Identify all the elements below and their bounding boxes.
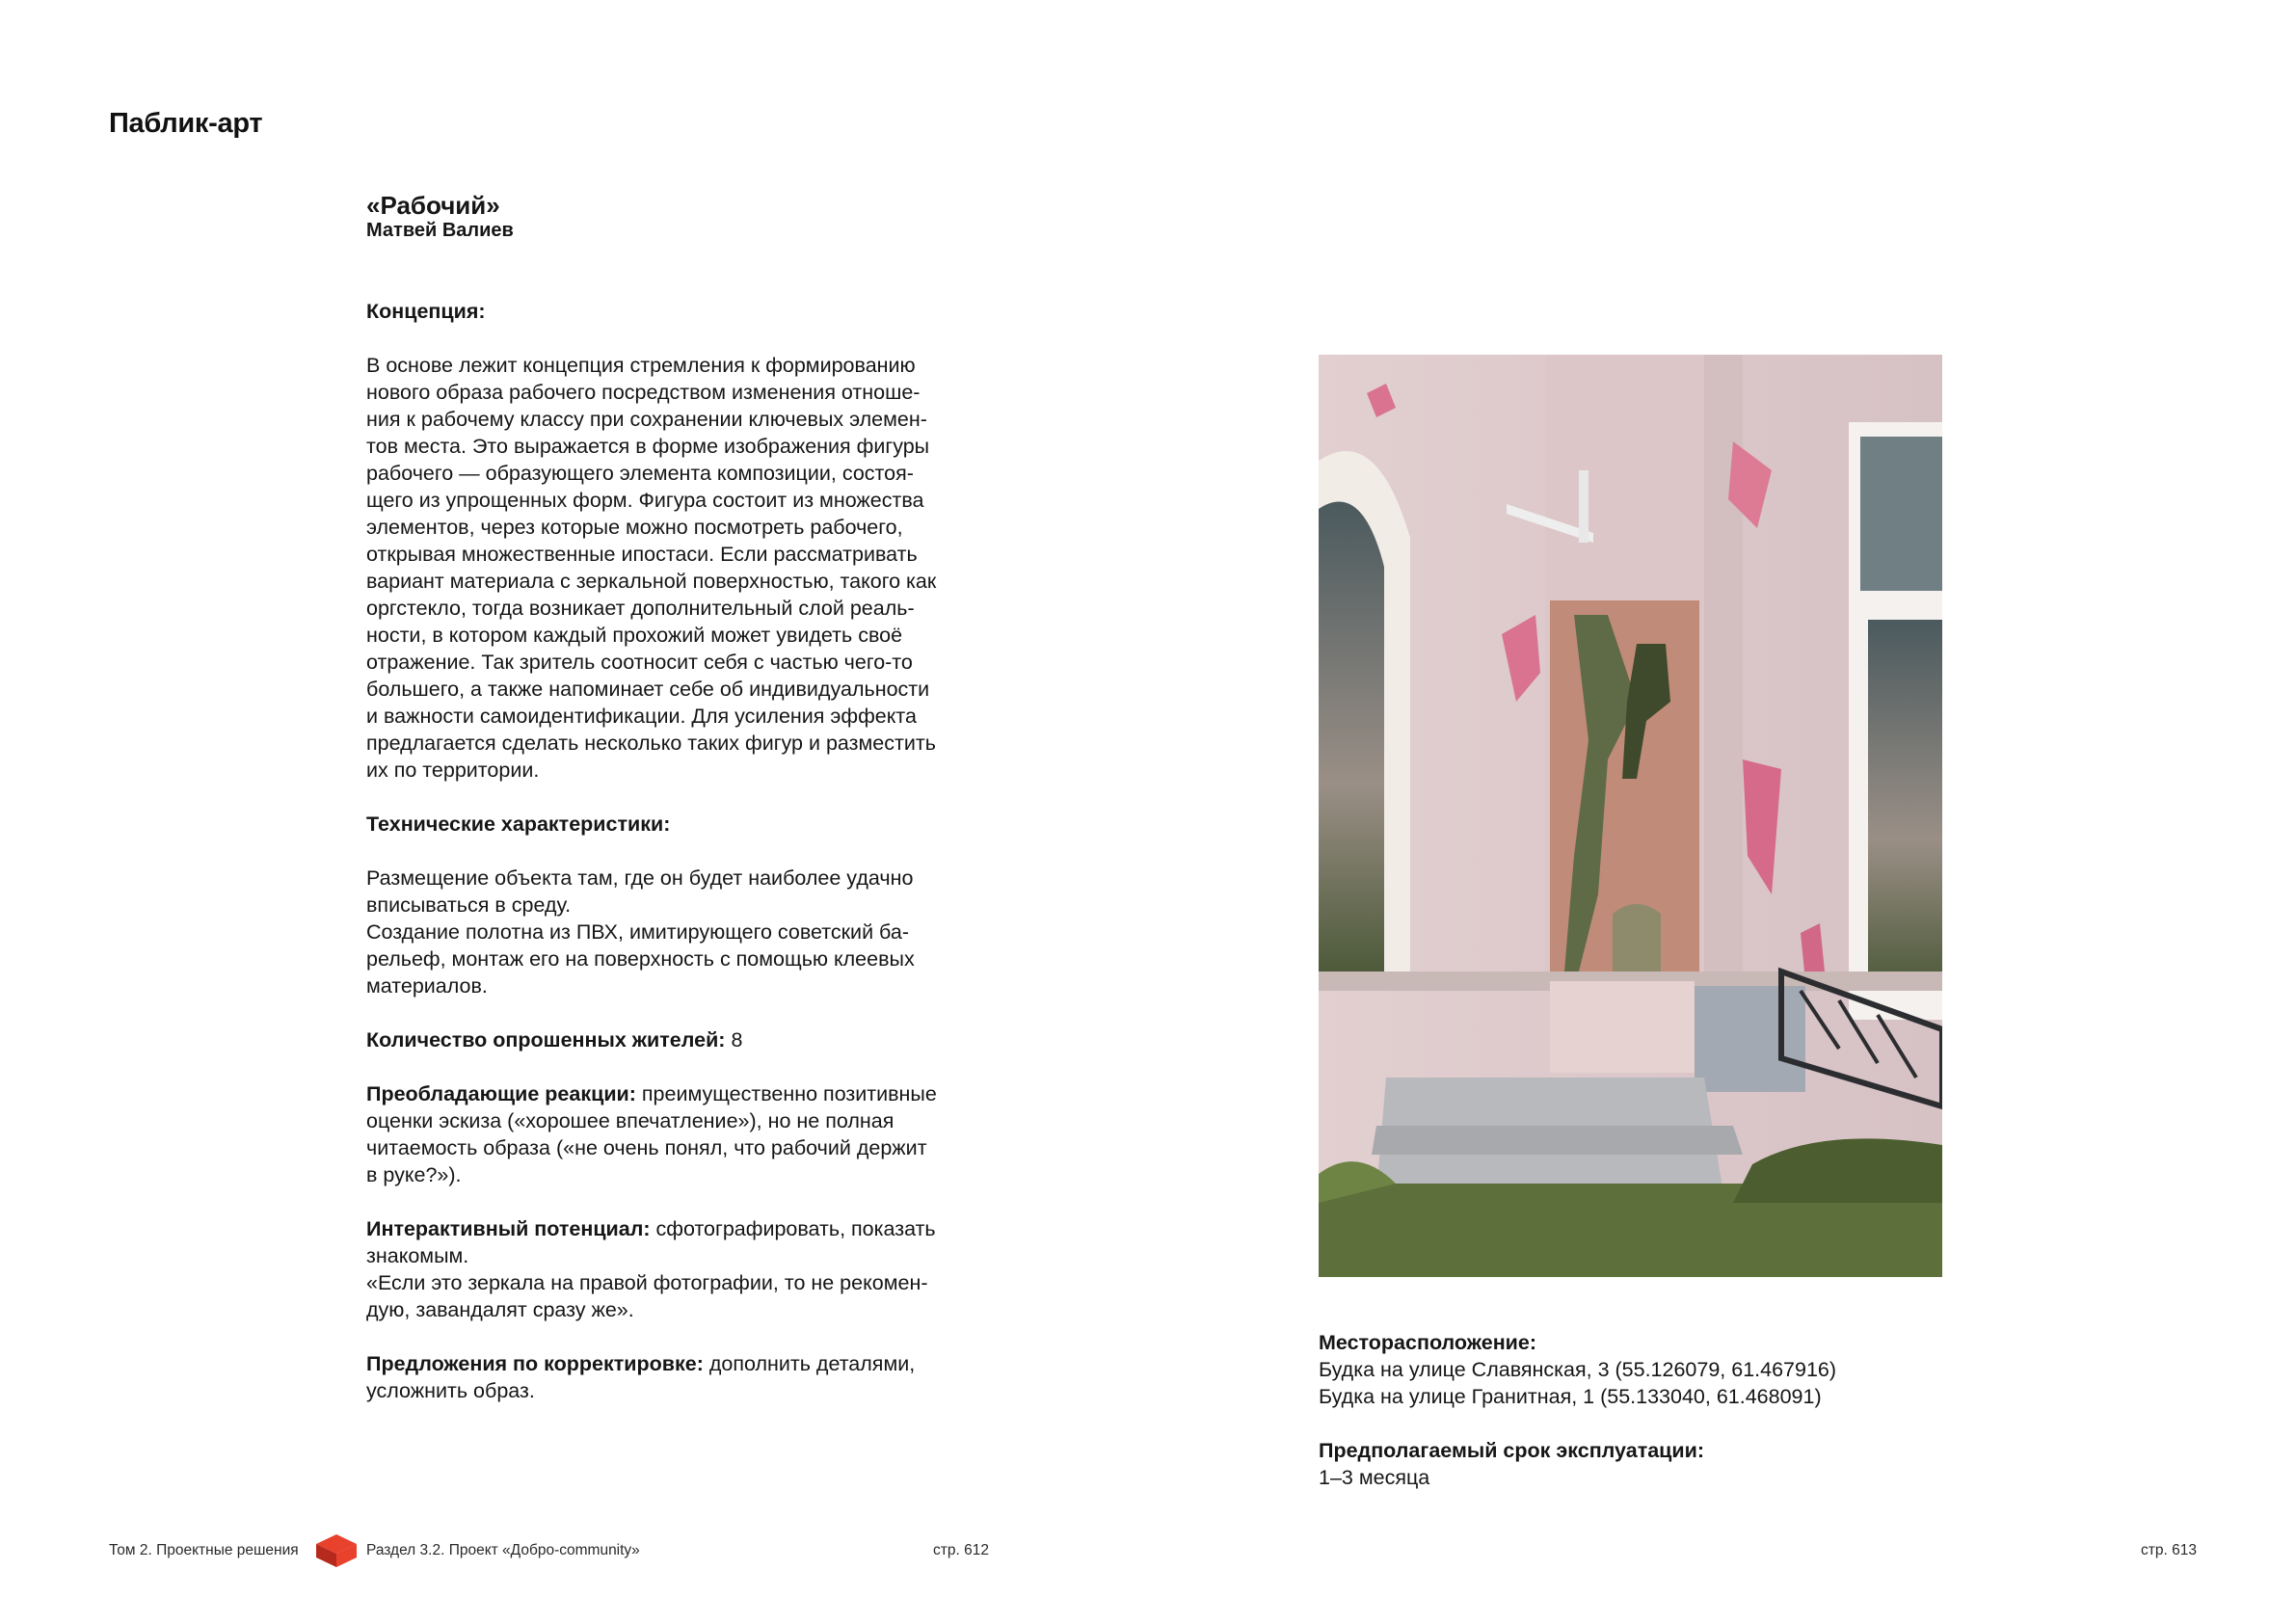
page-number-left: стр. 612	[933, 1542, 989, 1558]
survey-interactive	[366, 1215, 993, 1323]
concept-text-line: рабочего — образующего элемента композиции, состоя-	[366, 462, 914, 485]
interactive-text-4: дую, завандалят сразу же».	[366, 1298, 634, 1321]
survey-count-label: Количество опрошенных жителей:	[366, 1028, 726, 1052]
interactive-text-2: знакомым.	[366, 1244, 469, 1267]
reactions-text-3: читаемость образа («не очень понял, что рабочий держит	[366, 1136, 927, 1159]
suggest-text-1: дополнить деталями,	[703, 1352, 916, 1375]
reactions-text-1: преимущественно позитивные	[635, 1082, 937, 1105]
section-title: Паблик-арт	[109, 108, 263, 139]
concept-text-line: их по территории.	[366, 759, 540, 782]
tech-text	[366, 865, 993, 999]
location-line-1: Будка на улице Славянская, 3 (55.126079, 61.467916)	[1319, 1358, 1837, 1381]
reactions-text-4: в руке?»).	[366, 1163, 462, 1186]
survey-count	[366, 1026, 993, 1053]
concept-text-line: вариант материала с зеркальной поверхностью, такого как	[366, 570, 937, 593]
concept-text-line: В основе лежит концепция стремления к формированию	[366, 354, 916, 377]
term-heading: Предполагаемый срок эксплуатации:	[1319, 1439, 1704, 1462]
concept-text-line: большего, а также напоминает себе об индивидуальности	[366, 678, 930, 701]
reactions-text-2: оценки эскиза («хорошее впечатление»), но не полная	[366, 1109, 894, 1132]
tech-text-line: Размещение объекта там, где он будет наиболее удачно	[366, 866, 914, 890]
concept-text-line: ния к рабочему классу при сохранении ключевых элемен-	[366, 408, 927, 431]
concept-text-line: элементов, через которые можно посмотреть рабочего,	[366, 516, 903, 539]
publisher-logo-icon	[314, 1532, 359, 1569]
concept-text-line: щего из упрощенных форм. Фигура состоит из множества	[366, 489, 924, 512]
term-value: 1–3 месяца	[1319, 1466, 1430, 1489]
concept-text-line: отражение. Так зритель соотносит себя с частью чего-то	[366, 651, 913, 674]
concept-text-line: и важности самоидентификации. Для усиления эффекта	[366, 705, 917, 728]
concept-heading: Концепция:	[366, 300, 486, 323]
concept-text-line: нового образа рабочего посредством изменения отноше-	[366, 381, 921, 404]
tech-text-line: рельеф, монтаж его на поверхность с помощью клеевых	[366, 947, 915, 971]
footer-volume: Том 2. Проектные решения	[109, 1542, 299, 1558]
suggest-label: Предложения по корректировке:	[366, 1352, 704, 1375]
footer-section: Раздел 3.2. Проект «Добро-community»	[366, 1542, 640, 1558]
work-title: «Рабочий»	[366, 191, 500, 220]
survey-suggestions	[366, 1350, 993, 1404]
interactive-text-3: «Если это зеркала на правой фотографии, то не рекомен-	[366, 1271, 928, 1294]
tech-heading: Технические характеристики:	[366, 812, 671, 836]
survey-reactions	[366, 1080, 993, 1188]
concept-text-line: оргстекло, тогда возникает дополнительный слой реаль-	[366, 597, 915, 620]
tech-text-line: материалов.	[366, 974, 488, 998]
term-block	[1319, 1437, 1993, 1491]
work-author: Матвей Валиев	[366, 220, 514, 241]
tech-text-line: вписываться в среду.	[366, 893, 572, 917]
suggest-text-2: усложнить образ.	[366, 1379, 535, 1402]
survey-count-value: 8	[725, 1028, 743, 1052]
concept-text-line: ности, в котором каждый прохожий может увидеть своё	[366, 624, 903, 647]
interactive-label: Интерактивный потенциал:	[366, 1217, 651, 1240]
location-heading: Месторасположение:	[1319, 1331, 1537, 1354]
concept-text-line: предлагается сделать несколько таких фигур и разместить	[366, 732, 936, 755]
concept-text	[366, 352, 993, 784]
page-number-right: стр. 613	[2141, 1542, 2197, 1558]
reactions-label: Преобладающие реакции:	[366, 1082, 636, 1105]
concept-text-line: открывая множественные ипостаси. Если рассматривать	[366, 543, 918, 566]
interactive-text-1: сфотографировать, показать	[650, 1217, 936, 1240]
site-photo	[1319, 355, 1942, 1277]
concept-text-line: тов места. Это выражается в форме изображения фигуры	[366, 435, 930, 458]
location-column	[1319, 1329, 1993, 1518]
location-line-2: Будка на улице Гранитная, 1 (55.133040, 61.468091)	[1319, 1385, 1822, 1408]
description-column	[366, 298, 993, 1431]
location-block	[1319, 1329, 1993, 1410]
tech-text-line: Создание полотна из ПВХ, имитирующего советский ба-	[366, 920, 909, 944]
